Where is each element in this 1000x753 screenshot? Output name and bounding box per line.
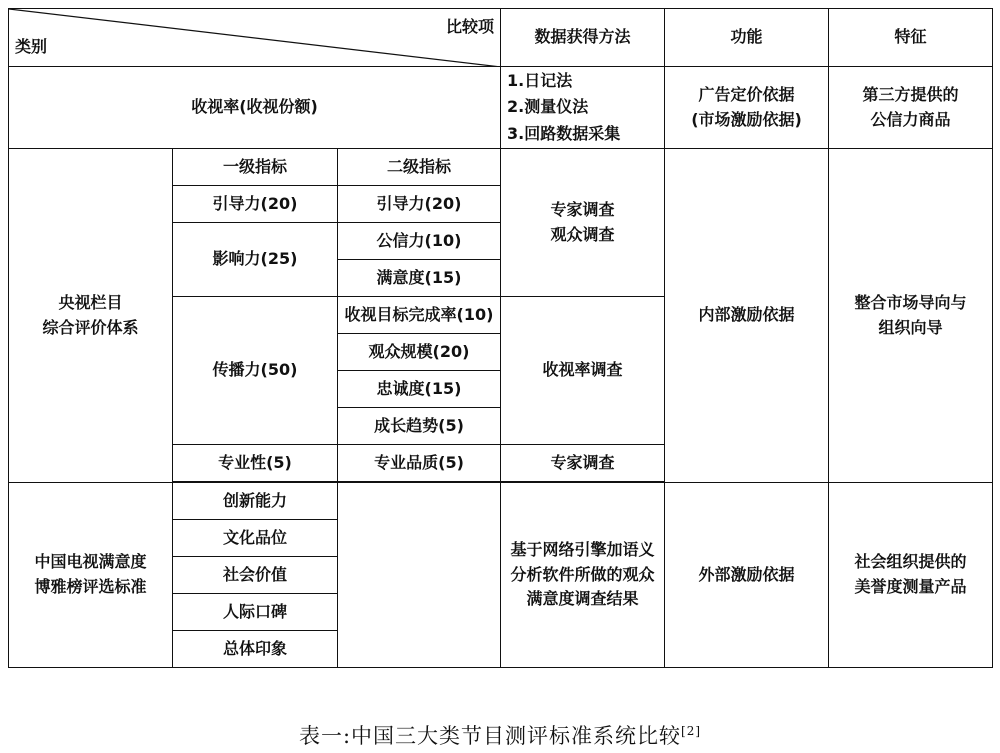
cctv-level2-header: 二级指标 — [338, 149, 501, 186]
table-caption — [0, 720, 1000, 750]
cctv-l2-credibility: 公信力(10) — [338, 223, 501, 260]
cctv-l2-scale: 观众规模(20) — [338, 334, 501, 371]
comparison-table — [8, 8, 993, 668]
boya-level2-empty — [338, 483, 501, 668]
comparison-table-wrapper — [8, 8, 992, 668]
boya-name-line-1: 中国电视满意度 — [34, 552, 147, 572]
header-method: 数据获得方法 — [501, 9, 665, 67]
cctv-l2-guide: 引导力(20) — [338, 186, 501, 223]
cctv-method-survey-line-2: 观众调查 — [550, 224, 615, 244]
diagonal-header-cell — [9, 9, 501, 67]
cctv-l1-spread: 传播力(50) — [173, 297, 338, 445]
ratings-method-2: 2.测量仪法 — [507, 97, 589, 117]
category-label: 类别 — [15, 37, 48, 57]
cctv-function: 内部激励依据 — [665, 149, 829, 483]
cctv-row-header — [9, 149, 993, 186]
cctv-method-survey — [501, 149, 665, 297]
cctv-l1-guide: 引导力(20) — [173, 186, 338, 223]
cctv-name-line-1: 央视栏目 — [58, 292, 123, 312]
boya-method-line-1: 基于网络引擎加语义 — [510, 539, 655, 559]
cctv-feature-line-1: 整合市场导向与 — [854, 292, 967, 312]
cctv-name-line-2: 综合评价体系 — [42, 317, 139, 337]
cctv-l2-trend: 成长趋势(5) — [338, 408, 501, 445]
cctv-feature-line-2: 组织向导 — [878, 317, 943, 337]
boya-indicator-4: 人际口碑 — [173, 594, 338, 631]
boya-indicator-2: 文化品位 — [173, 520, 338, 557]
boya-row-1 — [9, 483, 993, 520]
ratings-function — [665, 67, 829, 149]
ratings-method-1: 1.日记法 — [507, 70, 573, 90]
boya-method-line-3: 满意度调查结果 — [526, 589, 639, 609]
cctv-l1-professional: 专业性(5) — [173, 445, 338, 482]
cctv-l2-loyalty: 忠诚度(15) — [338, 371, 501, 408]
cctv-feature — [829, 149, 993, 483]
caption-ref: [2] — [681, 724, 702, 738]
ratings-methods — [501, 67, 665, 149]
compare-label: 比较项 — [446, 17, 495, 36]
ratings-method-3: 3.回路数据采集 — [507, 123, 621, 143]
boya-method — [501, 483, 665, 668]
boya-feature-line-1: 社会组织提供的 — [854, 552, 967, 572]
boya-indicator-1: 创新能力 — [173, 483, 338, 520]
caption-text: 表一:中国三大类节目测评标准系统比较 — [298, 724, 682, 748]
cctv-l2-quality: 专业品质(5) — [338, 445, 501, 482]
ratings-row — [9, 67, 993, 149]
ratings-label: 收视率(收视份额) — [9, 67, 501, 149]
boya-feature — [829, 483, 993, 668]
cctv-name — [9, 149, 173, 483]
boya-indicator-5: 总体印象 — [173, 631, 338, 668]
header-row — [9, 9, 993, 67]
ratings-feature-line-2: 公信力商品 — [870, 109, 951, 129]
boya-indicator-3: 社会价值 — [173, 557, 338, 594]
boya-method-line-2: 分析软件所做的观众 — [510, 564, 655, 584]
boya-name — [9, 483, 173, 668]
cctv-method-rating: 收视率调查 — [501, 297, 665, 445]
ratings-feature — [829, 67, 993, 149]
boya-function: 外部激励依据 — [665, 483, 829, 668]
cctv-l1-influence: 影响力(25) — [173, 223, 338, 297]
diagonal-line — [9, 9, 501, 67]
cctv-l2-satisfaction: 满意度(15) — [338, 260, 501, 297]
ratings-feature-line-1: 第三方提供的 — [862, 84, 959, 104]
ratings-function-line-1: 广告定价依据 — [698, 84, 795, 104]
cctv-level1-header: 一级指标 — [173, 149, 338, 186]
header-feature: 特征 — [829, 9, 993, 67]
header-function: 功能 — [665, 9, 829, 67]
cctv-l2-target: 收视目标完成率(10) — [338, 297, 501, 334]
cctv-method-survey-line-1: 专家调查 — [550, 199, 615, 219]
boya-name-line-2: 博雅榜评选标准 — [34, 577, 147, 596]
boya-feature-line-2: 美誉度测量产品 — [854, 577, 967, 596]
ratings-function-line-2: (市场激励依据) — [691, 109, 802, 129]
cctv-method-expert: 专家调查 — [501, 445, 665, 482]
